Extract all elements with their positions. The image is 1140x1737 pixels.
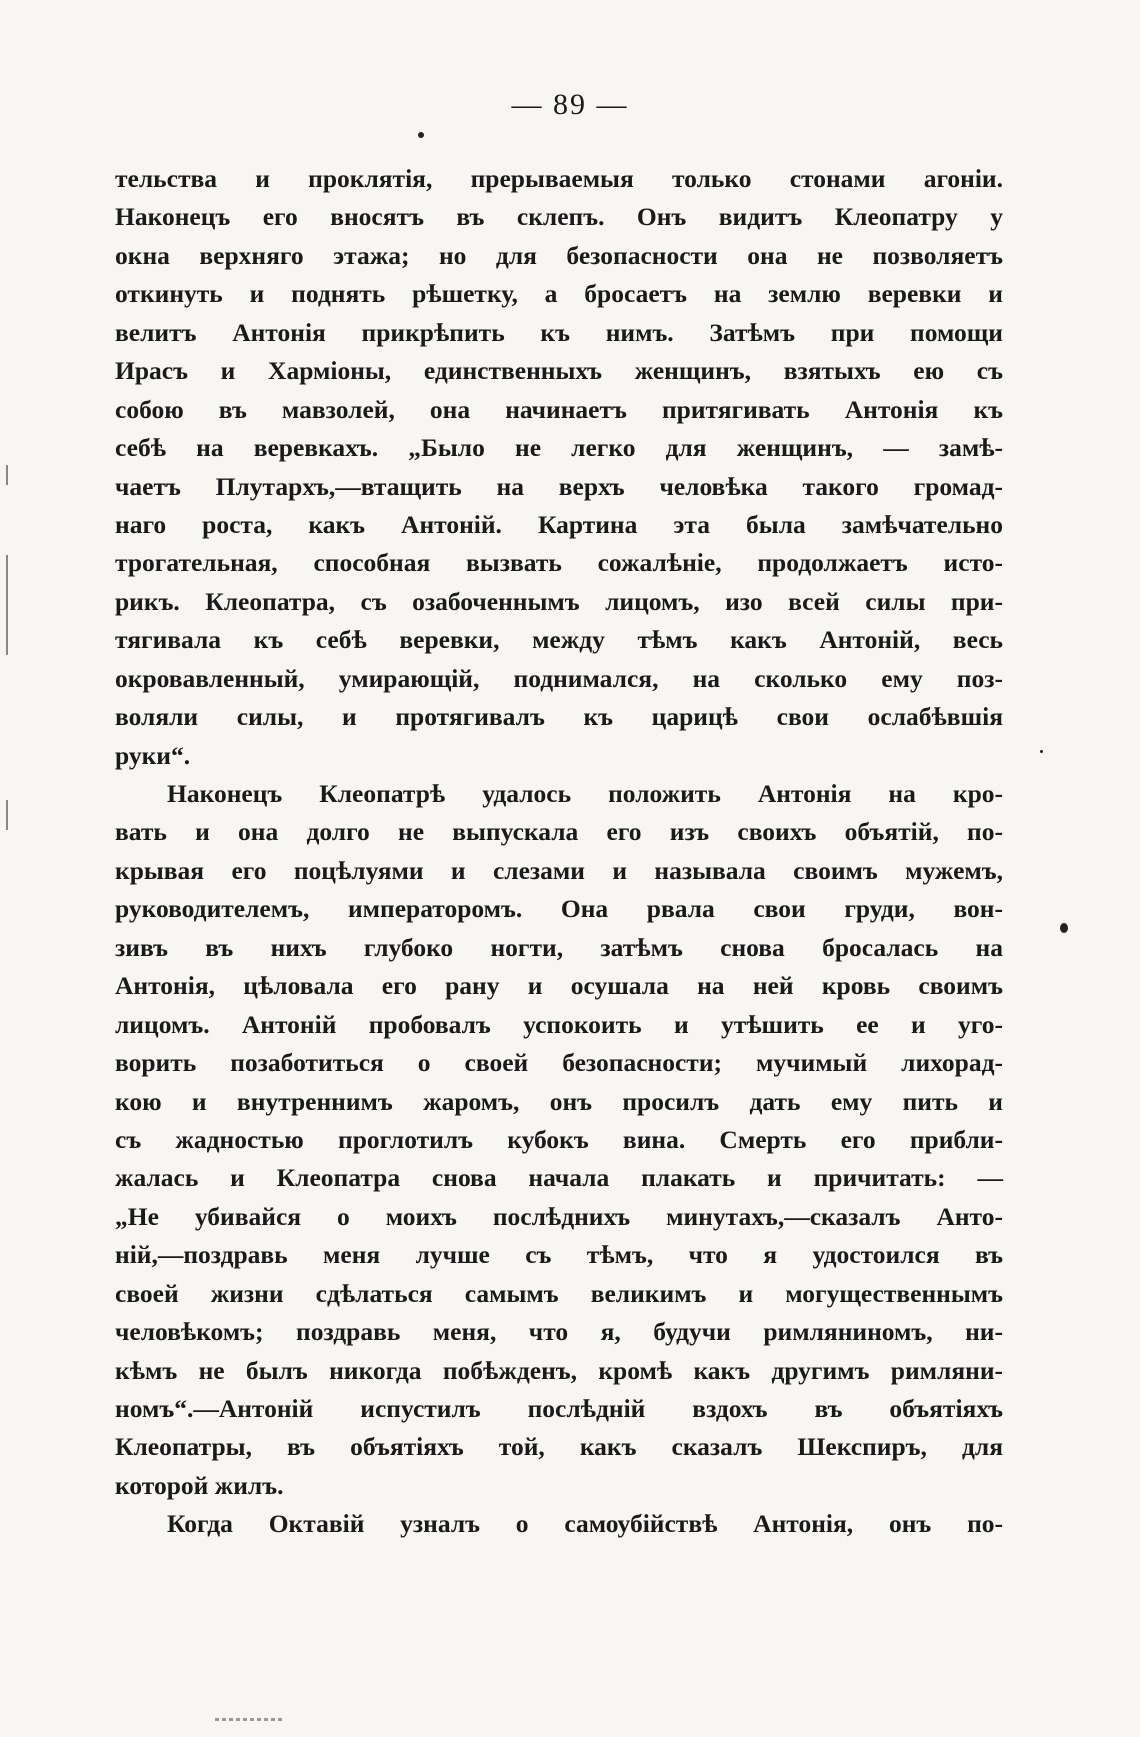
text-line: чаетъ Плутархъ,—втащить на верхъ человѣка такого громад- bbox=[115, 471, 1003, 501]
text-line: руководителемъ, императоромъ. Она рвала свои груди, вон- bbox=[115, 894, 1003, 924]
text-line: окровавленный, умирающій, поднимался, на сколько ему поз- bbox=[115, 663, 1003, 693]
text-line: велитъ Антонія прикрѣпить къ нимъ. Затѣмъ при помощи bbox=[115, 317, 1003, 347]
text-line: тельства и проклятія, прерываемыя только стонами агоніи. bbox=[115, 164, 1003, 193]
text-line: жалась и Клеопатра снова начала плакать и причитать: — bbox=[115, 1163, 1003, 1193]
text-line: руки“. bbox=[115, 740, 191, 770]
text-line: Наконецъ его вносятъ въ склепъ. Онъ видитъ Клеопатру у bbox=[115, 202, 1003, 232]
ink-speck bbox=[1060, 923, 1068, 933]
text-line: воляли силы, и протягивалъ къ царицѣ свои ослабѣвшія bbox=[115, 702, 1003, 732]
text-line: которой жилъ. bbox=[115, 1470, 284, 1500]
text-line: своей жизни сдѣлаться самымъ великимъ и могущественнымъ bbox=[115, 1278, 1003, 1308]
text-line: наго роста, какъ Антоній. Картина эта была замѣчательно bbox=[115, 509, 1003, 539]
text-line: собою въ мавзолей, она начинаетъ притягивать Антонія къ bbox=[115, 394, 1003, 424]
text-line: рикъ. Клеопатра, съ озабоченнымъ лицомъ, изо всей силы при- bbox=[115, 586, 1003, 616]
text-line: кѣмъ не былъ никогда побѣжденъ, кромѣ какъ другимъ римляни- bbox=[115, 1355, 1003, 1385]
text-line: откинуть и поднять рѣшетку, а бросаетъ на землю веревки и bbox=[115, 279, 1003, 309]
text-line: тягивала къ себѣ веревки, между тѣмъ какъ Антоній, весь bbox=[115, 625, 1003, 655]
text-line: Антонія, цѣловала его рану и осушала на ней кровь своимъ bbox=[115, 971, 1003, 1001]
text-line: ній,—поздравь меня лучше съ тѣмъ, что я удостоился въ bbox=[115, 1240, 1003, 1270]
ink-speck bbox=[418, 132, 424, 138]
margin-mark bbox=[6, 800, 8, 830]
text-line: Ирасъ и Харміоны, единственныхъ женщинъ, взятыхъ ею съ bbox=[115, 356, 1003, 386]
page-smudge bbox=[215, 1718, 285, 1721]
text-line: съ жадностью проглотилъ кубокъ вина. Смерть его прибли- bbox=[115, 1124, 1003, 1154]
margin-mark bbox=[6, 465, 8, 485]
text-line: крывая его поцѣлуями и слезами и называла своимъ мужемъ, bbox=[115, 855, 1003, 885]
text-line: кою и внутреннимъ жаромъ, онъ просилъ дать ему пить и bbox=[115, 1086, 1003, 1116]
text-line: лицомъ. Антоній пробовалъ успокоить и утѣшить ее и уго- bbox=[115, 1009, 1003, 1039]
text-line: „Не убивайся о моихъ послѣднихъ минутахъ,—сказалъ Анто- bbox=[115, 1201, 1003, 1231]
text-line: ворить позаботиться о своей безопасности; мучимый лихорад- bbox=[115, 1048, 1003, 1078]
text-line: трогательная, способная вызвать сожалѣніе, продолжаетъ исто- bbox=[115, 548, 1003, 578]
margin-mark bbox=[6, 555, 8, 655]
text-line: вать и она долго не выпускала его изъ своихъ объятій, по- bbox=[115, 817, 1003, 847]
text-line: Наконецъ Клеопатрѣ удалось положить Антонія на кро- bbox=[167, 779, 1003, 808]
text-line: себѣ на веревкахъ. „Было не легко для женщинъ, — замѣ- bbox=[115, 433, 1003, 463]
text-line: зивъ въ нихъ глубоко ногти, затѣмъ снова бросалась на bbox=[115, 932, 1003, 962]
text-line: номъ“.—Антоній испустилъ послѣдній вздохъ въ объятіяхъ bbox=[115, 1394, 1003, 1423]
page-number: — 89 — bbox=[511, 88, 629, 121]
ink-speck bbox=[1040, 750, 1043, 753]
text-line: окна верхняго этажа; но для безопасности она не позволяетъ bbox=[115, 240, 1003, 270]
text-line: Когда Октавій узналъ о самоубійствѣ Антонія, онъ по- bbox=[167, 1509, 1003, 1539]
body-text bbox=[115, 160, 1003, 1544]
text-line: Клеопатры, въ объятіяхъ той, какъ сказалъ Шекспиръ, для bbox=[115, 1432, 1003, 1462]
text-line: человѣкомъ; поздравь меня, что я, будучи римляниномъ, ни- bbox=[115, 1317, 1003, 1347]
